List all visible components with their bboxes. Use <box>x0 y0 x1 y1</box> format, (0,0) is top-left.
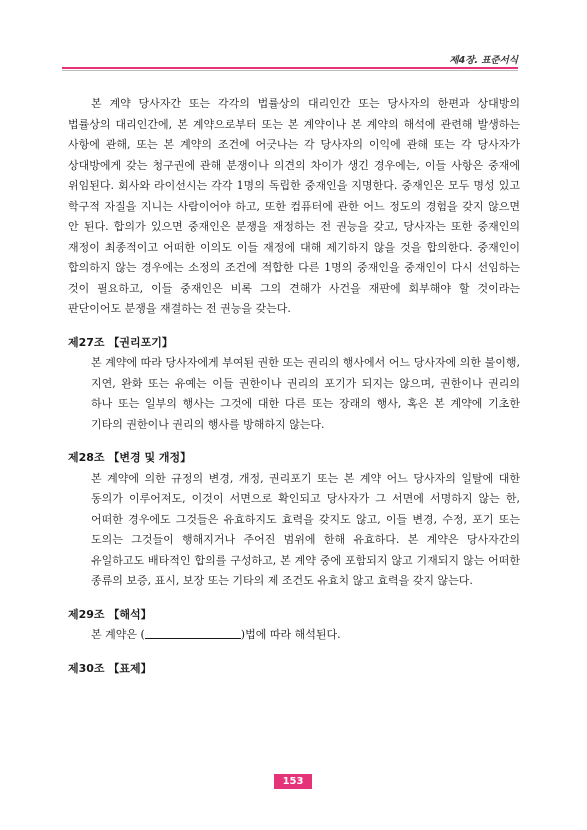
running-header <box>62 52 518 70</box>
article-body <box>68 625 520 646</box>
article-29 <box>68 605 520 646</box>
article-body: 본 계약에 따라 당사자에게 부여된 권한 또는 권리의 행사에서 어느 당사자에 의한 불이행, 지연, 완화 또는 유예는 이들 권한이나 권리의 포기가 되지는 않으며, 권한이나 권리의 하나 또는 일부의 행사는 그것에 대한 다른 또는 장래의 행사, 혹은 본 계약에 기초한 기타의 권한이나 권리의 행사를 방해하지 않는다. <box>91 356 520 431</box>
article-body-suffix: )법에 따라 해석된다. <box>240 628 341 641</box>
fill-in-blank <box>145 627 241 639</box>
chapter-title: 제4장. 표준서식 <box>449 55 518 66</box>
header-rule-thin <box>62 70 518 71</box>
article-28 <box>68 448 520 592</box>
article-title: 제29조 【해석】 <box>68 607 152 621</box>
article-title: 제30조 【표제】 <box>68 661 152 675</box>
document-body <box>68 94 520 679</box>
article-27 <box>68 333 520 436</box>
page-number: 153 <box>274 774 312 789</box>
article-body-prefix: 본 계약은 ( <box>91 628 145 641</box>
article-title: 제27조 【권리포기】 <box>68 335 173 349</box>
article-30 <box>68 659 520 680</box>
intro-paragraph: 본 계약 당사자간 또는 각각의 법률상의 대리인간 또는 당사자의 한편과 상대방의 법률상의 대리인간에, 본 계약으로부터 또는 본 계약이나 본 계약의 해석에 관련해 발생하는 사항에 관해, 또는 본 계약의 조건에 어긋나는 각 당사자의 이익에 관해 또는 각 당사자가 상대방에게 갖는 청구권에 관해 분쟁이나 의견의 차이가 생긴 경우에는, 이들 사항은 중재에 위임된다. 회사와 라이선시는 각각 1명의 독립한 중재인을 지명한다. 중재인은 모두 명성 있고 학구적 자질을 지니는 사람이어야 하고, 또한 컴퓨터에 관한 어느 정도의 경험을 갖지 않으면 안 된다. 합의가 있으면 중재인은 분쟁을 재정하는 전 권능을 갖고, 당사자는 또한 중재인의 재정이 최종적이고 어떠한 이의도 이들 재정에 대해 제기하지 않을 것을 합의한다. 중재인이 합의하지 않는 경우에는 소정의 조건에 적합한 다른 1명의 중재인을 중재인이 다시 선임하는 것이 필요하고, 이들 중재인은 비록 그의 견해가 사건을 재판에 회부해야 할 것이라는 판단이어도 분쟁을 재결하는 전 권능을 갖는다. <box>68 97 520 315</box>
article-body: 본 계약에 의한 규정의 변경, 개정, 권리포기 또는 본 계약 어느 당사자의 일탈에 대한 동의가 이루어져도, 이것이 서면으로 확인되고 당사자가 그 서면에 서명하지 않는 한, 어떠한 경우에도 그것들은 유효하지도 효력을 갖지도 않고, 이들 변경, 수정, 포기 또는 도의는 그것들이 행해지거나 주어진 범위에 한해 유효하다. 본 계약은 당사자간의 유일하고도 배타적인 합의를 구성하고, 본 계약 중에 포함되지 않고 기재되지 않는 어떠한 종류의 보증, 표시, 보장 또는 기타의 제 조건도 유효치 않고 효력을 갖지 않는다. <box>91 471 520 587</box>
article-title: 제28조 【변경 및 개정】 <box>68 451 192 464</box>
header-rule-accent <box>62 67 518 69</box>
